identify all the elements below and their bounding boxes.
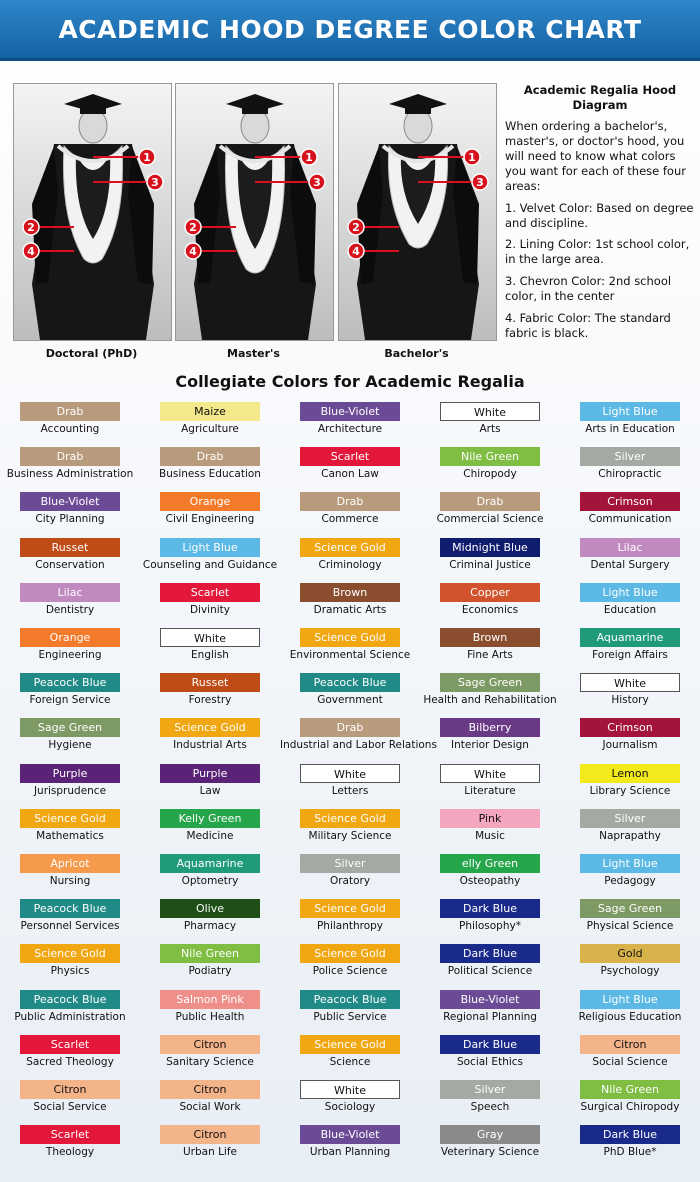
- discipline-name: Physics: [50, 965, 90, 978]
- color-swatch: Peacock Blue: [300, 673, 400, 692]
- discipline-name: Forestry: [188, 694, 232, 707]
- color-entry: [0, 990, 140, 1032]
- discipline-name: Foreign Affairs: [592, 649, 668, 661]
- color-entry: [420, 402, 560, 444]
- discipline-name: Dental Surgery: [590, 558, 670, 571]
- color-swatch: White: [440, 402, 540, 421]
- hood-point-lining: 2. Lining Color: 1st school color, in the large area.: [505, 237, 690, 267]
- discipline-name: City Planning: [35, 513, 105, 526]
- color-swatch: Dark Blue: [440, 944, 540, 963]
- color-entry: [280, 402, 420, 444]
- discipline-name: Podiatry: [188, 965, 232, 978]
- bachelors-gown-figure: [339, 84, 496, 340]
- masters-gown-image: [175, 83, 334, 341]
- color-swatch: Salmon Pink: [160, 990, 260, 1009]
- color-entry: [420, 673, 560, 715]
- discipline-name: Physical Science: [586, 920, 674, 933]
- color-entry: [280, 673, 420, 715]
- color-entry: [560, 673, 700, 715]
- discipline-name: Sanitary Science: [166, 1055, 254, 1068]
- color-entry: [280, 764, 420, 806]
- color-swatch: Citron: [20, 1080, 120, 1099]
- discipline-name: Counseling and Guidance: [142, 558, 278, 571]
- color-entry: [140, 764, 280, 806]
- color-entry: [140, 944, 280, 986]
- color-entry: [0, 538, 140, 580]
- discipline-name: Civil Engineering: [165, 513, 255, 526]
- color-swatch: Peacock Blue: [20, 899, 120, 918]
- color-entry: [560, 944, 700, 986]
- color-entry: [280, 1125, 420, 1167]
- discipline-name: Jurisprudence: [33, 784, 107, 797]
- color-entry: [0, 1080, 140, 1122]
- color-entry: [420, 628, 560, 670]
- color-swatch: Scarlet: [20, 1125, 120, 1144]
- discipline-name: Economics: [461, 603, 519, 616]
- color-entry: [280, 1080, 420, 1122]
- color-swatch: Dark Blue: [440, 1035, 540, 1054]
- color-entry: [420, 447, 560, 489]
- color-entry: [560, 1125, 700, 1167]
- color-entry: [420, 899, 560, 941]
- discipline-name: Naprapathy: [599, 829, 661, 842]
- color-entry: [560, 628, 700, 670]
- color-swatch: Lilac: [20, 583, 120, 602]
- color-entry: [0, 854, 140, 896]
- color-swatch: Blue-Violet: [300, 402, 400, 421]
- color-swatch: White: [300, 764, 400, 783]
- color-entry: [420, 809, 560, 851]
- discipline-name: Osteopathy: [459, 875, 521, 887]
- color-swatch: Light Blue: [580, 990, 680, 1009]
- color-swatch: Drab: [160, 447, 260, 466]
- color-swatch: Brown: [440, 628, 540, 647]
- discipline-name: Chiropractic: [598, 468, 662, 481]
- marker-3-number: 3: [151, 176, 159, 189]
- color-swatch: Citron: [160, 1035, 260, 1054]
- discipline-name: Business Administration: [6, 468, 134, 481]
- discipline-name: Nursing: [49, 875, 91, 887]
- color-swatch: Lemon: [580, 764, 680, 783]
- color-entry: [280, 944, 420, 986]
- discipline-name: Interior Design: [451, 739, 529, 752]
- color-swatch: Silver: [580, 809, 680, 828]
- discipline-name: English: [191, 649, 229, 661]
- discipline-name: Mathematics: [36, 829, 104, 842]
- discipline-name: Architecture: [317, 423, 383, 435]
- doctoral-gown-figure: [14, 84, 171, 340]
- color-entry: [420, 1035, 560, 1077]
- masters-gown-label: Master's: [227, 347, 280, 360]
- color-swatch: Silver: [300, 854, 400, 873]
- color-entry: [560, 990, 700, 1032]
- color-swatch: Purple: [20, 764, 120, 783]
- color-entry: [140, 1125, 280, 1167]
- color-entry: [420, 854, 560, 896]
- discipline-name: Sacred Theology: [26, 1055, 114, 1068]
- discipline-name: Criminology: [318, 558, 382, 571]
- discipline-name: Fine Arts: [467, 649, 513, 661]
- color-swatch: Olive: [160, 899, 260, 918]
- hood-point-fabric: 4. Fabric Color: The standard fabric is black.: [505, 311, 671, 341]
- marker-2-number: 2: [352, 221, 360, 234]
- color-entry: [280, 718, 437, 760]
- color-entry: [140, 718, 280, 760]
- color-swatch: Drab: [300, 492, 400, 511]
- color-swatch: Gold: [580, 944, 680, 963]
- discipline-name: Personnel Services: [20, 920, 120, 933]
- color-swatch: Sage Green: [440, 673, 540, 692]
- color-swatch: Midnight Blue: [440, 538, 540, 557]
- color-entry: [140, 899, 280, 941]
- discipline-name: Canon Law: [321, 468, 379, 481]
- color-swatch: Silver: [440, 1080, 540, 1099]
- discipline-name: Science: [329, 1055, 371, 1068]
- discipline-name: Criminal Justice: [449, 558, 531, 571]
- color-swatch: Nile Green: [440, 447, 540, 466]
- figure-head: [79, 109, 107, 143]
- color-entry: [560, 583, 700, 625]
- color-swatch: Sage Green: [20, 718, 120, 737]
- color-entry: [0, 944, 140, 986]
- hood-point-chevron: 3. Chevron Color: 2nd school color, in the center: [505, 274, 672, 304]
- color-swatch: Light Blue: [160, 538, 260, 557]
- discipline-name: Accounting: [40, 423, 100, 435]
- discipline-name: Social Ethics: [456, 1055, 524, 1068]
- color-entry: [420, 718, 560, 760]
- color-entry: [140, 628, 280, 670]
- hood-diagram-title: Academic Regalia Hood Diagram: [523, 83, 677, 112]
- color-entry: [420, 990, 560, 1032]
- color-entry: [420, 1080, 560, 1122]
- discipline-name: Industrial and Labor Relations: [280, 739, 437, 752]
- discipline-name: Pedagogy: [604, 875, 656, 887]
- color-swatch: Crimson: [580, 718, 680, 737]
- discipline-name: Medicine: [186, 829, 234, 842]
- color-entry: [0, 1125, 140, 1167]
- discipline-name: Arts: [479, 423, 501, 435]
- discipline-name: Education: [603, 603, 657, 616]
- marker-3-number: 3: [313, 176, 321, 189]
- discipline-name: PhD Blue*: [603, 1146, 657, 1159]
- color-entry: [420, 944, 560, 986]
- doctoral-gown-label: Doctoral (PhD): [45, 347, 138, 360]
- discipline-name: Commercial Science: [436, 513, 544, 526]
- color-swatch: Dark Blue: [580, 1125, 680, 1144]
- color-swatch: Copper: [440, 583, 540, 602]
- discipline-name: Pharmacy: [183, 920, 237, 933]
- discipline-name: Urban Planning: [309, 1146, 391, 1159]
- color-entry: [140, 1035, 280, 1077]
- color-swatch: Maize: [160, 402, 260, 421]
- color-swatch: White: [160, 628, 260, 647]
- color-swatch: Aquamarine: [580, 628, 680, 647]
- discipline-name: Arts in Education: [585, 423, 675, 435]
- color-swatch: Peacock Blue: [20, 990, 120, 1009]
- discipline-name: Industrial Arts: [173, 739, 247, 752]
- discipline-name: Dentistry: [45, 603, 95, 616]
- color-swatch: Nile Green: [580, 1080, 680, 1099]
- color-swatch: Scarlet: [20, 1035, 120, 1054]
- color-swatch: Pink: [440, 809, 540, 828]
- discipline-name: Public Administration: [14, 1010, 126, 1023]
- color-entry: [0, 673, 140, 715]
- cap-board: [226, 94, 284, 112]
- discipline-name: Communication: [588, 513, 672, 526]
- marker-4-number: 4: [27, 245, 35, 258]
- discipline-name: Military Science: [308, 829, 392, 842]
- color-swatch: Nile Green: [160, 944, 260, 963]
- discipline-name: Government: [317, 694, 383, 707]
- color-swatch: White: [440, 764, 540, 783]
- discipline-name: Psychology: [600, 965, 660, 978]
- discipline-name: Conservation: [35, 558, 105, 571]
- color-swatch: Apricot: [20, 854, 120, 873]
- color-entry: [0, 492, 140, 534]
- color-entry: [140, 402, 280, 444]
- color-entry: [280, 492, 420, 534]
- discipline-name: Journalism: [602, 739, 658, 752]
- color-entry: [560, 1080, 700, 1122]
- color-swatch: Science Gold: [20, 944, 120, 963]
- figure-head: [241, 109, 269, 143]
- color-swatch: Scarlet: [300, 447, 400, 466]
- color-entry: [140, 583, 280, 625]
- color-entry: [0, 583, 140, 625]
- color-entry: [280, 628, 420, 670]
- discipline-name: Agriculture: [181, 423, 239, 435]
- hood-point-velvet: 1. Velvet Color: Based on degree and discipline.: [505, 200, 694, 230]
- discipline-name: Social Work: [179, 1101, 241, 1113]
- color-swatch: Blue-Violet: [20, 492, 120, 511]
- color-swatch: Light Blue: [580, 583, 680, 602]
- color-swatch: Brown: [300, 583, 400, 602]
- color-swatch: Scarlet: [160, 583, 260, 602]
- hood-diagram-section: [0, 61, 700, 371]
- color-swatch: Science Gold: [300, 1035, 400, 1054]
- color-swatch: Russet: [160, 673, 260, 692]
- color-swatch: Blue-Violet: [300, 1125, 400, 1144]
- discipline-name: Regional Planning: [443, 1010, 537, 1023]
- figure-head: [404, 109, 432, 143]
- discipline-name: Philosophy*: [459, 920, 521, 933]
- marker-2-number: 2: [27, 221, 35, 234]
- color-entry: [560, 854, 700, 896]
- collegiate-color-grid: [0, 402, 700, 1172]
- discipline-name: Engineering: [38, 649, 102, 661]
- discipline-name: Library Science: [589, 784, 671, 797]
- discipline-name: Chiropody: [463, 468, 517, 481]
- discipline-name: Religious Education: [578, 1010, 682, 1023]
- color-swatch: Sage Green: [580, 899, 680, 918]
- color-entry: [280, 1035, 420, 1077]
- color-entry: [560, 402, 700, 444]
- color-swatch: Dark Blue: [440, 899, 540, 918]
- color-entry: [140, 809, 280, 851]
- cap-board: [64, 94, 122, 112]
- masters-gown-figure: [176, 84, 333, 340]
- color-swatch: Light Blue: [580, 854, 680, 873]
- color-entry: [560, 1035, 700, 1077]
- color-swatch: Lilac: [580, 538, 680, 557]
- color-entry: [140, 1080, 280, 1122]
- color-entry: [420, 538, 560, 580]
- discipline-name: Social Service: [33, 1101, 107, 1113]
- discipline-name: Business Education: [159, 468, 261, 481]
- color-swatch: Science Gold: [20, 809, 120, 828]
- color-entry: [560, 492, 700, 534]
- color-entry: [280, 538, 420, 580]
- color-swatch: Orange: [160, 492, 260, 511]
- color-swatch: Silver: [580, 447, 680, 466]
- marker-1-number: 1: [305, 151, 313, 164]
- color-entry: [560, 764, 700, 806]
- color-swatch: Citron: [160, 1125, 260, 1144]
- color-entry: [560, 718, 700, 760]
- discipline-name: Foreign Service: [29, 694, 111, 707]
- collegiate-colors-title: Collegiate Colors for Academic Regalia: [175, 372, 525, 391]
- color-entry: [280, 854, 420, 896]
- color-entry: [420, 764, 560, 806]
- doctoral-gown-image: [13, 83, 172, 341]
- discipline-name: History: [611, 694, 649, 707]
- discipline-name: Commerce: [321, 513, 379, 526]
- color-swatch: Drab: [440, 492, 540, 511]
- color-entry: [560, 447, 700, 489]
- color-entry: [140, 447, 280, 489]
- color-entry: [280, 990, 420, 1032]
- color-swatch: Blue-Violet: [440, 990, 540, 1009]
- color-entry: [140, 990, 280, 1032]
- color-entry: [0, 718, 140, 760]
- discipline-name: Letters: [331, 784, 369, 797]
- discipline-name: Political Science: [447, 965, 533, 978]
- color-swatch: Drab: [20, 447, 120, 466]
- marker-1-number: 1: [143, 151, 151, 164]
- discipline-name: Law: [199, 784, 221, 797]
- discipline-name: Health and Rehabilitation: [423, 694, 557, 707]
- color-entry: [420, 583, 560, 625]
- color-swatch: Aquamarine: [160, 854, 260, 873]
- color-swatch: Orange: [20, 628, 120, 647]
- color-swatch: Science Gold: [300, 944, 400, 963]
- color-entry: [140, 673, 280, 715]
- discipline-name: Dramatic Arts: [313, 603, 387, 616]
- discipline-name: Theology: [45, 1146, 95, 1159]
- discipline-name: Hygiene: [48, 739, 92, 752]
- color-swatch: Citron: [160, 1080, 260, 1099]
- discipline-name: Oratory: [329, 875, 371, 887]
- discipline-name: Philanthropy: [316, 920, 384, 933]
- color-entry: [140, 538, 280, 580]
- discipline-name: Urban Life: [182, 1146, 238, 1159]
- discipline-name: Literature: [464, 784, 516, 797]
- color-entry: [140, 854, 280, 896]
- color-entry: [0, 1035, 140, 1077]
- color-entry: [420, 492, 560, 534]
- bachelors-gown-label: Bachelor's: [384, 347, 449, 360]
- color-swatch: elly Green: [440, 854, 540, 873]
- bachelors-gown-image: [338, 83, 497, 341]
- discipline-name: Social Science: [592, 1055, 668, 1068]
- color-swatch: Drab: [20, 402, 120, 421]
- discipline-name: Public Service: [313, 1010, 387, 1023]
- marker-1-number: 1: [468, 151, 476, 164]
- color-swatch: Crimson: [580, 492, 680, 511]
- hood-diagram-description: [505, 83, 695, 348]
- color-swatch: Science Gold: [300, 538, 400, 557]
- discipline-name: Environmental Science: [289, 649, 411, 661]
- color-entry: [0, 402, 140, 444]
- color-swatch: White: [580, 673, 680, 692]
- color-swatch: Peacock Blue: [300, 990, 400, 1009]
- color-entry: [280, 899, 420, 941]
- color-entry: [280, 583, 420, 625]
- color-swatch: Drab: [300, 718, 400, 737]
- color-entry: [0, 764, 140, 806]
- color-swatch: Light Blue: [580, 402, 680, 421]
- discipline-name: Veterinary Science: [440, 1146, 540, 1159]
- cap-board: [389, 94, 447, 112]
- color-swatch: Purple: [160, 764, 260, 783]
- color-entry: [560, 809, 700, 851]
- color-swatch: Science Gold: [300, 628, 400, 647]
- color-swatch: Kelly Green: [160, 809, 260, 828]
- discipline-name: Police Science: [312, 965, 388, 978]
- marker-2-number: 2: [189, 221, 197, 234]
- color-entry: [0, 628, 140, 670]
- color-swatch: White: [300, 1080, 400, 1099]
- color-entry: [0, 809, 140, 851]
- color-entry: [280, 447, 420, 489]
- hood-diagram-intro: When ordering a bachelor's, master's, or doctor's hood, you will need to know what colors you want for each of these four areas:: [505, 118, 686, 193]
- color-entry: [140, 492, 280, 534]
- color-swatch: Science Gold: [300, 899, 400, 918]
- color-entry: [280, 809, 420, 851]
- color-swatch: Gray: [440, 1125, 540, 1144]
- discipline-name: Music: [475, 829, 505, 842]
- discipline-name: Speech: [470, 1101, 510, 1113]
- chart-title: ACADEMIC HOOD DEGREE COLOR CHART: [0, 0, 700, 61]
- color-swatch: Citron: [580, 1035, 680, 1054]
- discipline-name: Divinity: [189, 603, 231, 616]
- discipline-name: Public Health: [175, 1010, 245, 1023]
- color-entry: [560, 538, 700, 580]
- color-entry: [0, 447, 140, 489]
- marker-4-number: 4: [352, 245, 360, 258]
- discipline-name: Sociology: [324, 1101, 376, 1113]
- color-swatch: Science Gold: [160, 718, 260, 737]
- marker-3-number: 3: [476, 176, 484, 189]
- discipline-name: Optometry: [181, 875, 239, 887]
- color-entry: [560, 899, 700, 941]
- marker-4-number: 4: [189, 245, 197, 258]
- color-swatch: Bilberry: [440, 718, 540, 737]
- discipline-name: Surgical Chiropody: [580, 1101, 680, 1113]
- color-entry: [420, 1125, 560, 1167]
- color-swatch: Science Gold: [300, 809, 400, 828]
- color-entry: [0, 899, 140, 941]
- color-swatch: Peacock Blue: [20, 673, 120, 692]
- color-swatch: Russet: [20, 538, 120, 557]
